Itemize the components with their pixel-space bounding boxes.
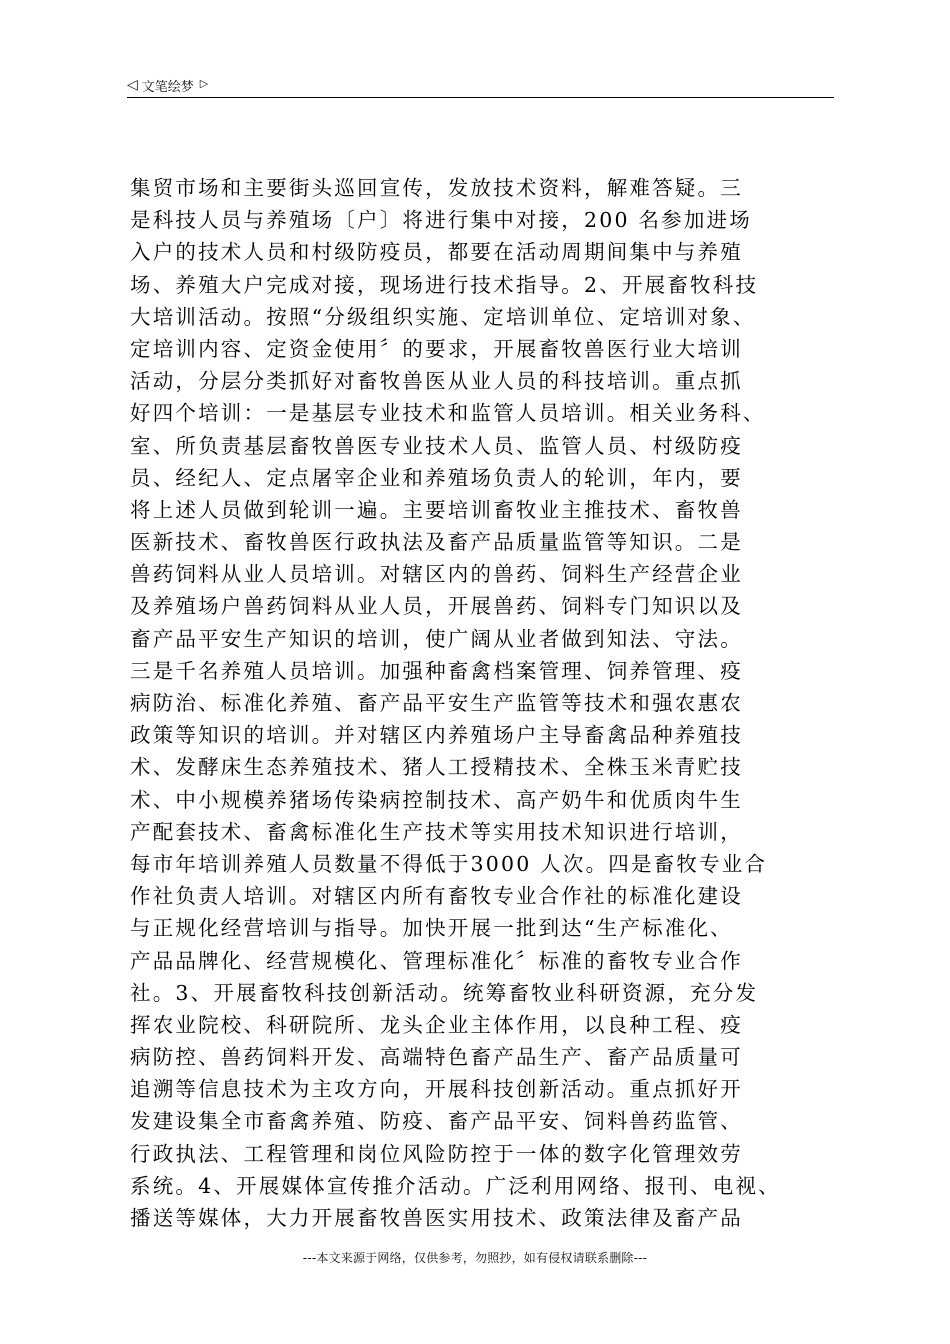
footer-disclaimer: ---本文来源于网络，仅供参考，勿照抄，如有侵权请联系删除--- (302, 1251, 648, 1265)
body-text (130, 172, 842, 1234)
body-line: 每市年培训养殖人员数量不得低于3000 人次。四是畜牧专业合 (130, 851, 768, 876)
body-line: 术、中小规模养猪场传染病控制技术、高产奶牛和优质肉牛生 (130, 787, 743, 812)
body-line: 大培训活动。按照“分级组织实施、定培训单位、定培训对象、 (130, 304, 756, 329)
body-line: 行政执法、工程管理和岗位风险防控于一体的数字化管理效劳 (130, 1141, 743, 1166)
body-line: 产品品牌化、经营规模化、管理标准化〞标准的畜牧专业合作 (130, 948, 743, 973)
body-line: 播送等媒体，大力开展畜牧兽医实用技术、政策法律及畜产品 (130, 1206, 743, 1230)
body-line: 系统。4、开展媒体宣传推介活动。广泛利用网络、报刊、电视、 (130, 1173, 781, 1198)
body-line: 及养殖场户兽药饲料从业人员，开展兽药、饲料专门知识以及 (130, 594, 743, 619)
body-line: 术、发酵床生态养殖技术、猪人工授精技术、全株玉米青贮技 (130, 755, 743, 780)
header-title: 文笔绘梦 (141, 79, 194, 95)
body-line: 入户的技术人员和村级防疫员，都要在活动周期间集中与养殖 (130, 240, 743, 265)
page-header (127, 74, 208, 96)
body-line: 定培训内容、定资金使用〞的要求，开展畜牧兽医行业大培训 (130, 336, 743, 361)
body-line: 追溯等信息技术为主攻方向，开展科技创新活动。重点抓好开 (130, 1077, 743, 1102)
body-line: 兽药饲料从业人员培训。对辖区内的兽药、饲料生产经营企业 (130, 562, 743, 587)
right-triangle-icon: ▷ (199, 76, 209, 90)
body-line: 畜产品平安生产知识的培训，使广阔从业者做到知法、守法。 (130, 626, 743, 651)
body-line: 是科技人员与养殖场〔户〕将进行集中对接，200 名参加进场 (130, 208, 752, 233)
body-line: 将上述人员做到轮训一遍。主要培训畜牧业主推技术、畜牧兽 (130, 497, 743, 522)
body-line: 与正规化经营培训与指导。加快开展一批到达“生产标准化、 (130, 916, 733, 941)
body-line: 员、经纪人、定点屠宰企业和养殖场负责人的轮训，年内，要 (130, 465, 743, 490)
body-line: 三是千名养殖人员培训。加强种畜禽档案管理、饲养管理、疫 (130, 658, 743, 683)
body-line: 医新技术、畜牧兽医行政执法及畜产品质量监管等知识。二是 (130, 530, 743, 555)
body-line: 政策等知识的培训。并对辖区内养殖场户主导畜禽品种养殖技 (130, 723, 743, 748)
body-line: 社。3、开展畜牧科技创新活动。统筹畜牧业科研资源，充分发 (130, 980, 759, 1005)
body-line: 作社负责人培训。对辖区内所有畜牧专业合作社的标准化建设 (130, 884, 743, 909)
left-triangle-icon: ◁ (127, 77, 138, 93)
body-line: 病防控、兽药饲料开发、高端特色畜产品生产、畜产品质量可 (130, 1045, 743, 1070)
body-line: 集贸市场和主要街头巡回宣传，发放技术资料，解难答疑。三 (130, 176, 743, 200)
body-line: 产配套技术、畜禽标准化生产技术等实用技术知识进行培训， (130, 819, 743, 844)
body-line: 场、养殖大户完成对接，现场进行技术指导。2、开展畜牧科技 (130, 272, 759, 297)
body-line: 病防治、标准化养殖、畜产品平安生产监管等技术和强农惠农 (130, 691, 743, 715)
body-line: 室、所负责基层畜牧兽医专业技术人员、监管人员、村级防疫 (130, 433, 743, 458)
body-line: 挥农业院校、科研院所、龙头企业主体作用，以良种工程、疫 (130, 1012, 743, 1037)
body-line: 发建设集全市畜禽养殖、防疫、畜产品平安、饲料兽药监管、 (130, 1109, 743, 1134)
body-line: 活动，分层分类抓好对畜牧兽医从业人员的科技培训。重点抓 (130, 369, 743, 394)
body-line: 好四个培训：一是基层专业技术和监管人员培训。相关业务科、 (130, 401, 766, 426)
header-divider (127, 97, 834, 98)
